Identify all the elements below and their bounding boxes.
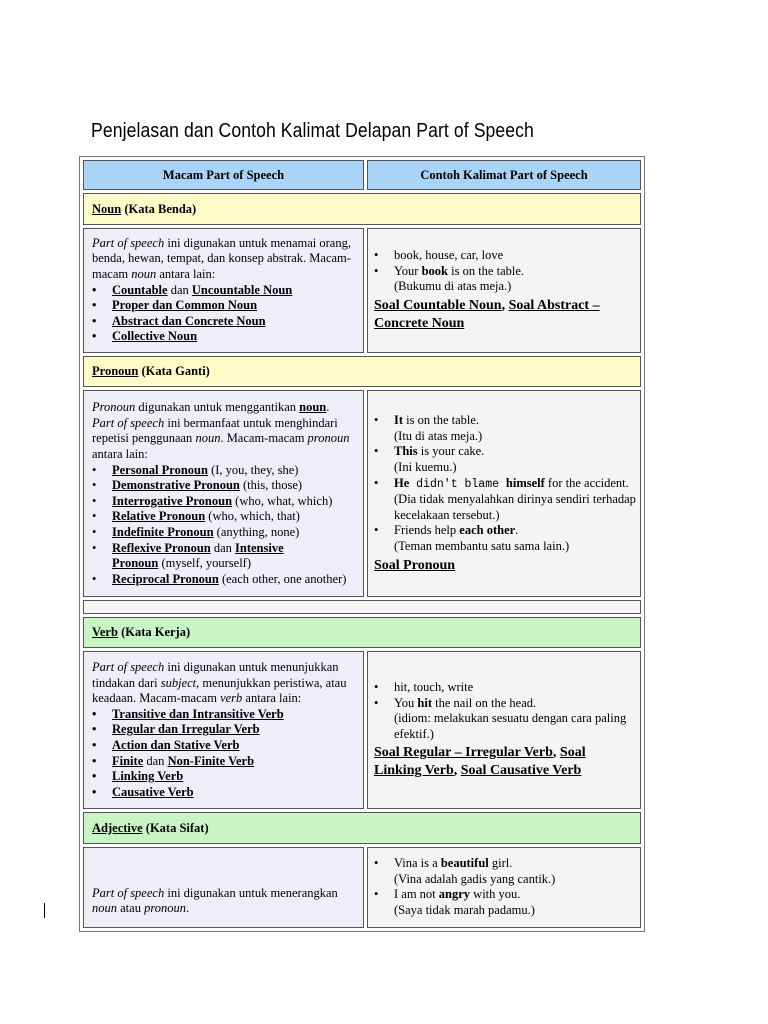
- list-item: (Teman membantu satu sama lain.): [394, 538, 570, 553]
- text-cursor: [44, 903, 45, 918]
- table-row-adjective: [83, 847, 641, 928]
- list-item: (Dia tidak menyalahkan dirinya sendiri terhadap kecelakaan tersebut.): [394, 492, 636, 522]
- list-item: • Indefinite Pronoun (anything, none): [92, 525, 359, 541]
- verb-examples: • hit, touch, write • You hit the nail on the head. (idiom: melakukan sesuatu dengan cara paling efektif.) Soal Regular – Irregular Verb, Soal Linking Verb, Soal Causative Verb: [367, 651, 641, 809]
- table-row-pronoun: [83, 390, 641, 597]
- spacer-row: [83, 600, 641, 613]
- list-item: • Collective Noun: [92, 329, 359, 345]
- noun-examples: • book, house, car, love • Your book is on the table. (Bukumu di atas meja.) Soal Countable Noun, Soal Abstract – Concrete Noun: [367, 228, 641, 353]
- list-item: • Friends help each other.: [374, 523, 636, 539]
- table-row-noun: [83, 228, 641, 353]
- list-item: • Abstract dan Concrete Noun: [92, 314, 359, 330]
- list-item: • You hit the nail on the head.: [374, 696, 636, 712]
- section-heading-verb: Verb (Kata Kerja): [83, 617, 641, 648]
- table-row-verb: [83, 651, 641, 809]
- list-item: • Reflexive Pronoun dan Intensive Pronoun (myself, yourself): [92, 541, 359, 572]
- adjective-examples: [367, 847, 641, 928]
- verb-description: Part of speech ini digunakan untuk menunjukkan tindakan dari subject, menunjukkan peristiwa, atau keadaan. Macam-macam verb antara lain: • Transitive dan Intransitive Verb • Regular dan Irregular Verb • Action dan Stative Verb • Finite dan Non-Finite Verb • Linking Verb • Causative Verb: [83, 651, 364, 809]
- section-pronoun: [83, 356, 641, 387]
- table-header-row: [83, 160, 641, 190]
- list-item: • Linking Verb: [92, 769, 359, 785]
- list-item: • Interrogative Pronoun (who, what, which): [92, 494, 359, 510]
- header-col-macam: Macam Part of Speech: [83, 160, 364, 190]
- adjective-description: Part of speech ini digunakan untuk menerangkan noun atau pronoun.: [83, 847, 364, 928]
- pronoun-description: Pronoun digunakan untuk menggantikan noun. Part of speech ini bermanfaat untuk menghindari repetisi penggunaan noun. Macam-macam pronoun antara lain: • Personal Pronoun (I, you, they, she) • Demonstrative Pronoun (this, those) • Interrogative Pronoun (who, what, which) • Relative Pronoun (who, which, that) • Indefinite Pronoun (anything, none) • Reflexive Pronoun dan Intensive Pronoun (myself, yourself) • Reciprocal Pronoun (each other, one another): [83, 390, 364, 597]
- list-item: • Transitive dan Intransitive Verb: [92, 707, 359, 723]
- list-item: (Itu di atas meja.): [394, 428, 483, 443]
- list-item: • Regular dan Irregular Verb: [92, 722, 359, 738]
- section-heading-noun: Noun (Kata Benda): [83, 193, 641, 224]
- list-item: • It is on the table.: [374, 413, 636, 429]
- list-item: • Reciprocal Pronoun (each other, one another): [92, 572, 359, 588]
- list-item: • This is your cake.: [374, 444, 636, 460]
- list-item: (Ini kuemu.): [394, 459, 457, 474]
- list-item: • hit, touch, write: [374, 680, 636, 696]
- page-title: Penjelasan dan Contoh Kalimat Delapan Part of Speech: [91, 120, 534, 142]
- part-of-speech-table: [79, 156, 645, 932]
- list-item: • Countable dan Uncountable Noun: [92, 283, 359, 299]
- list-item: • Personal Pronoun (I, you, they, she): [92, 463, 359, 479]
- list-item: (Bukumu di atas meja.): [394, 279, 512, 294]
- soal-pronoun-link[interactable]: Soal Pronoun: [374, 557, 456, 573]
- section-adjective: [83, 812, 641, 843]
- soal-linking-verb-link[interactable]: Soal Linking Verb: [374, 745, 586, 779]
- list-item: • Action dan Stative Verb: [92, 738, 359, 754]
- list-item: • Your book is on the table.: [374, 264, 636, 280]
- list-item: • He didn't blame himself for the accident.: [374, 476, 636, 493]
- list-item: (Vina adalah gadis yang cantik.): [394, 871, 556, 886]
- section-noun: [83, 193, 641, 224]
- soal-countable-noun-link[interactable]: Soal Countable Noun: [374, 297, 502, 313]
- section-heading-adjective: Adjective (Kata Sifat): [83, 812, 641, 843]
- noun-description: Part of speech ini digunakan untuk menamai orang, benda, hewan, tempat, dan konsep abstrak. Macam-macam noun antara lain: • Countable dan Uncountable Noun • Proper dan Common Noun • Abstract dan Concrete Noun • Collective Noun: [83, 228, 364, 353]
- list-item: • Vina is a beautiful girl.: [374, 856, 636, 872]
- list-item: • Causative Verb: [92, 785, 359, 801]
- list-item: • Relative Pronoun (who, which, that): [92, 509, 359, 525]
- soal-abstract-concrete-noun-link[interactable]: Soal Abstract – Concrete Noun: [374, 297, 600, 331]
- list-item: • Proper dan Common Noun: [92, 298, 359, 314]
- list-item: (idiom: melakukan sesuatu dengan cara paling efektif.): [394, 711, 627, 741]
- header-col-contoh: Contoh Kalimat Part of Speech: [367, 160, 641, 190]
- spacer-cell: [83, 600, 641, 613]
- list-item: • I am not angry with you.: [374, 887, 636, 903]
- section-verb: [83, 617, 641, 648]
- list-item: (Saya tidak marah padamu.): [394, 902, 535, 917]
- pronoun-examples: [367, 390, 641, 597]
- list-item: • Finite dan Non-Finite Verb: [92, 754, 359, 770]
- list-item: • Demonstrative Pronoun (this, those): [92, 478, 359, 494]
- soal-regular-irregular-verb-link[interactable]: Soal Regular – Irregular Verb: [374, 745, 553, 761]
- list-item: • book, house, car, love: [374, 248, 636, 264]
- soal-causative-verb-link[interactable]: Soal Causative Verb: [460, 763, 582, 779]
- section-heading-pronoun: Pronoun (Kata Ganti): [83, 356, 641, 387]
